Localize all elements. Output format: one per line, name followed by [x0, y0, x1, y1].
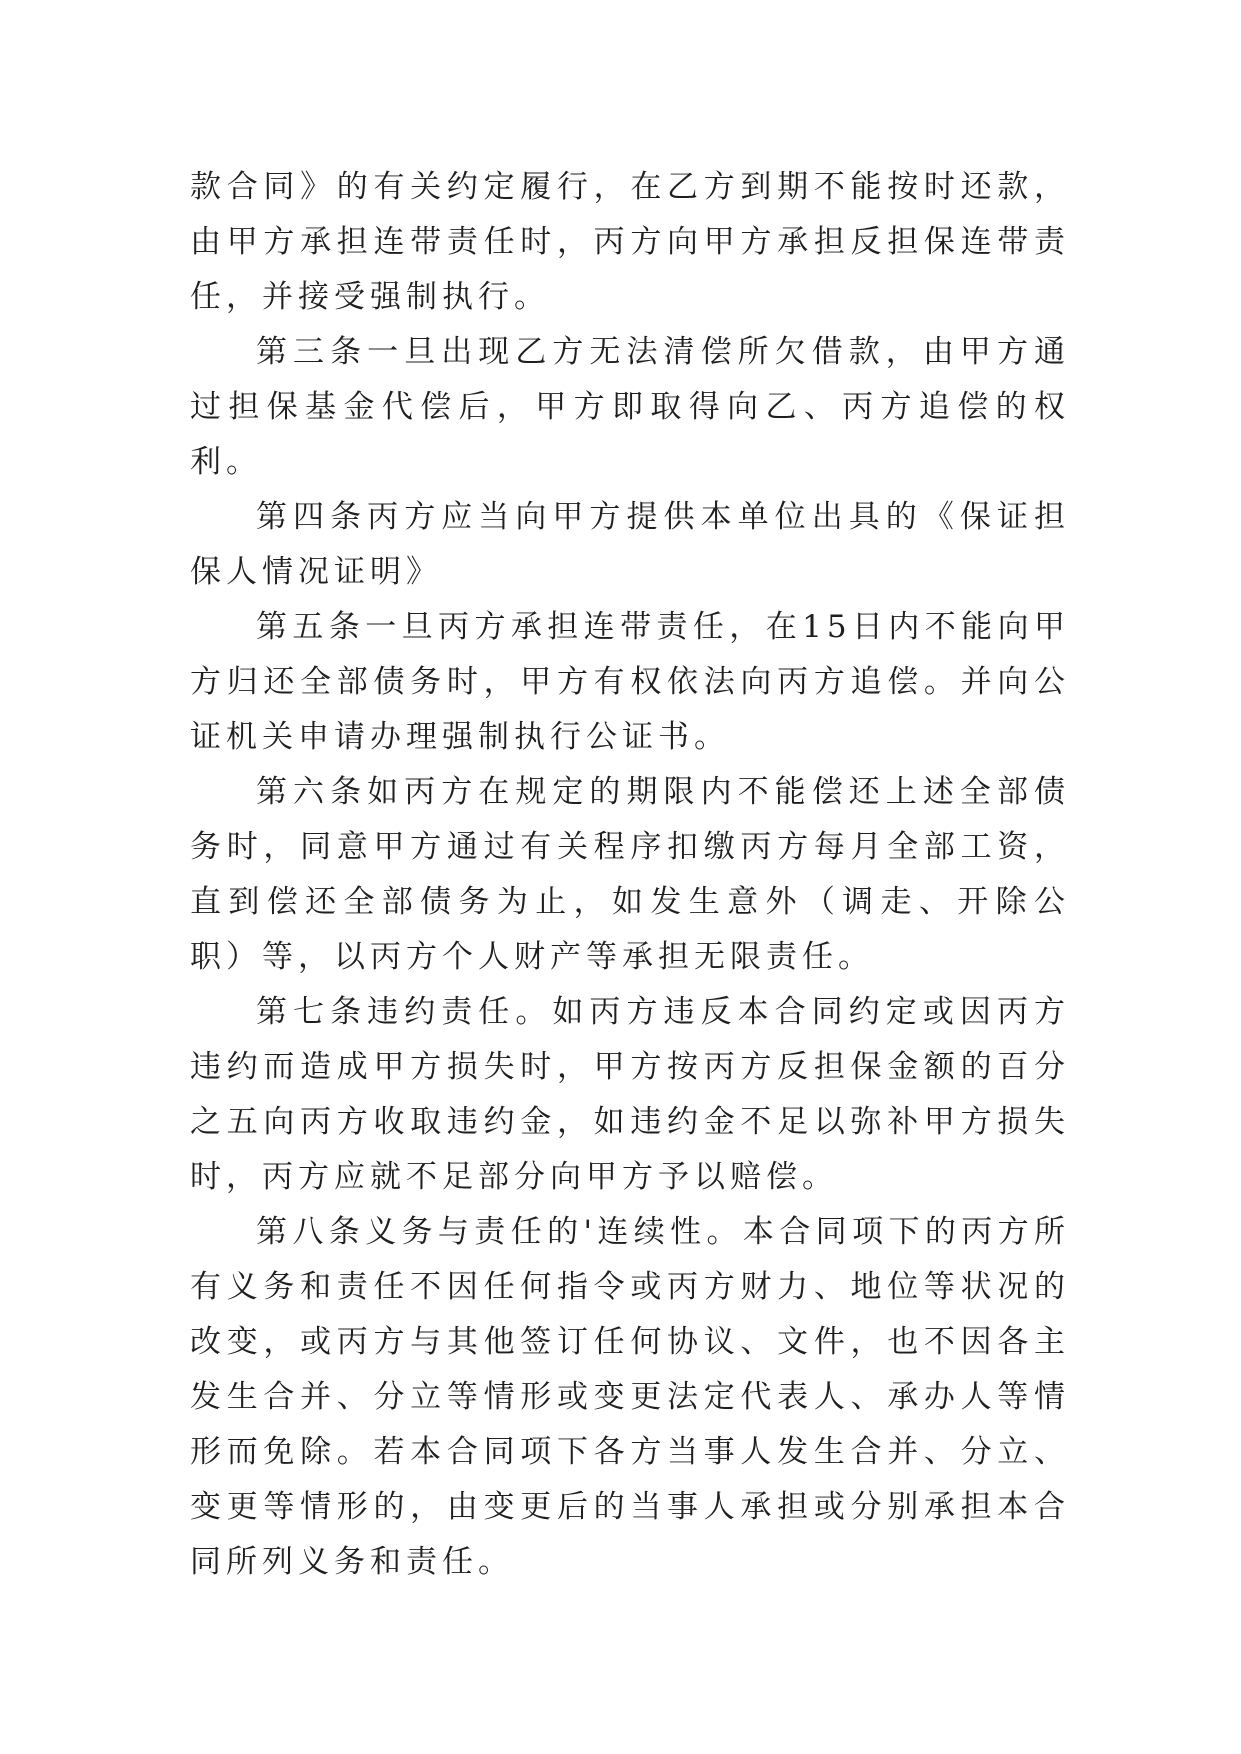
- paragraph-article-7: 第七条违约责任。如丙方违反本合同约定或因丙方违约而造成甲方损失时，甲方按丙方反担保金额的百分之五向丙方收取违约金，如违约金不足以弥补甲方损失时，丙方应就不足部分向甲方予以赔偿。: [190, 994, 1070, 1195]
- paragraph-article-4: 第四条丙方应当向甲方提供本单位出具的《保证担保人情况证明》: [190, 499, 1070, 590]
- paragraph-article-5: 第五条一旦丙方承担连带责任，在15日内不能向甲方归还全部债务时，甲方有权依法向丙方追偿。并向公证机关申请办理强制执行公证书。: [190, 609, 1070, 755]
- paragraph-article-6: 第六条如丙方在规定的期限内不能偿还上述全部债务时，同意甲方通过有关程序扣缴丙方每月全部工资，直到偿还全部债务为止，如发生意外（调走、开除公职）等，以丙方个人财产等承担无限责任。: [190, 774, 1070, 975]
- paragraph-article-8: 第八条义务与责任的'连续性。本合同项下的丙方所有义务和责任不因任何指令或丙方财力、地位等状况的改变，或丙方与其他签订任何协议、文件，也不因各主发生合并、分立等情形或变更法定代表人、承办人等情形而免除。若本合同项下各方当事人发生合并、分立、变更等情形的，由变更后的当事人承担或分别承担本合同所列义务和责任。: [190, 1214, 1070, 1580]
- document-body: [190, 160, 1070, 1590]
- paragraph-1: 款合同》的有关约定履行，在乙方到期不能按时还款，由甲方承担连带责任时，丙方向甲方承担反担保连带责任，并接受强制执行。: [190, 169, 1070, 315]
- paragraph-article-3: 第三条一旦出现乙方无法清偿所欠借款，由甲方通过担保基金代偿后，甲方即取得向乙、丙方追偿的权利。: [190, 334, 1070, 480]
